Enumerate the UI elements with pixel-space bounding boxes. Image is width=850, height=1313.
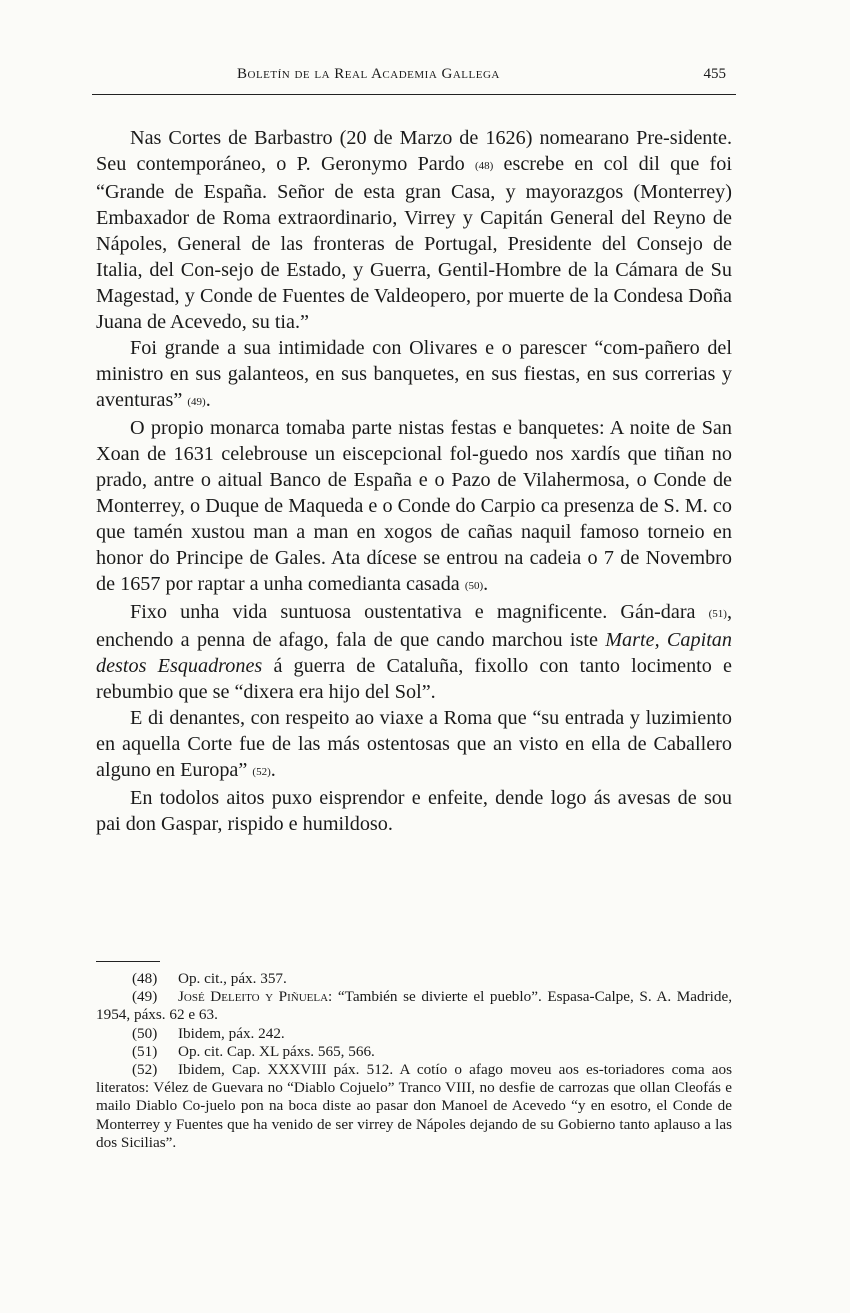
footnote-50 <box>96 1025 732 1043</box>
journal-title: Boletín de la Real Academia Gallega <box>237 66 500 82</box>
running-header <box>92 64 736 95</box>
paragraph-1-text: Nas Cortes de Barbastro (20 de Marzo de 1626) nomearano Pre-sidente. Seu contemporáneo, o P. Geronymo Pardo <box>96 127 732 175</box>
paragraph-1 <box>96 125 732 335</box>
footnote-ref-52: (52) <box>252 766 271 778</box>
footnote-label: (49) <box>132 988 158 1006</box>
footnote-48 <box>96 970 732 988</box>
footnote-text: Ibidem, páx. 242. <box>178 1024 285 1042</box>
paragraph-2-text-cont: . <box>205 389 211 411</box>
footnote-51 <box>96 1043 732 1061</box>
footnote-49 <box>96 988 732 1024</box>
footnotes <box>96 970 732 1152</box>
footnote-author: José Deleito y Piñuela: <box>178 988 333 1006</box>
paragraph-4-text: Fixo unha vida suntuosa oustentativa e magnificente. Gán-dara <box>130 601 709 623</box>
footnote-text: “También se divierte el pueblo”. Espasa-Calpe, S. A. Madride, 1954, páxs. 62 e 63. <box>96 988 732 1024</box>
paragraph-3 <box>96 415 732 599</box>
paragraph-4-text-end: á guerra de Cataluña, fixollo con tanto locimento e rebumbio que se “dixera era hijo del Sol”. <box>96 655 732 703</box>
paragraph-3-text: O propio monarca tomaba parte nistas festas e banquetes: A noite de San Xoan de 1631 celebrouse un eiscepcional fol-guedo nos xardís que tiñan no prado, antre o aitual Banco de España e o Pazo de Vilahermosa, o Conde de Monterrey, o Duque de Maqueda e o Conde do Carpio ca presenza de S. M. co que tamén xustou man a man en xogos de cañas naquil famoso torneio en honor do Principe de Gales. Ata dícese se entrou na cadeia o 7 de Novembro de 1657 por raptar a unha comedianta casada <box>96 417 732 595</box>
main-text <box>96 125 732 837</box>
footnote-text: Op. cit. Cap. XL páxs. 565, 566. <box>178 1042 375 1060</box>
footnote-label: (51) <box>132 1042 158 1060</box>
paragraph-5-text: E di denantes, con respeito ao viaxe a Roma que “su entrada y luzimiento en aquella Corte fue de las más ostentosas que an visto en ella de Caballero alguno en Europa” <box>96 707 732 781</box>
paragraph-5 <box>96 705 732 785</box>
footnote-ref-51: (51) <box>708 608 727 620</box>
footnote-label: (52) <box>132 1061 158 1079</box>
footnote-separator <box>96 961 160 962</box>
paragraph-2-text: Foi grande a sua intimidade con Olivares e o parescer “com-pañero del ministro en sus galanteos, en sus banquetes, en sus fiestas, en sus correrias y aventuras” <box>96 337 732 411</box>
paragraph-4 <box>96 599 732 705</box>
footnote-label: (48) <box>132 970 158 987</box>
paragraph-2 <box>96 335 732 415</box>
footnote-52 <box>96 1061 732 1152</box>
footnote-text: Op. cit., páx. 357. <box>178 970 287 987</box>
paragraph-3-text-cont: . <box>483 573 489 595</box>
footnote-text: Ibidem, Cap. XXXVIII páx. 512. A cotío o afago moveu aos es-toriadores coma aos literatos: Vélez de Guevara no “Diablo Cojuelo” Tranco VIII, no desfie de carrozas que ollan Cleofás e mailo Diablo Co-juelo pon na boca diste ao pasar don Manoel de Acevedo “y en esotro, el Conde de Monterrey y Fuentes que ha venido de ser virrey de Nápoles dejando de su Gobierno tanto aplauso a las dos Sicilias”. <box>96 1061 732 1151</box>
paragraph-6: En todolos aitos puxo eisprendor e enfeite, dende logo ás avesas de sou pai don Gaspar, rispido e humildoso. <box>96 787 732 835</box>
paragraph-5-text-cont: . <box>270 759 276 781</box>
footnote-ref-50: (50) <box>464 580 484 592</box>
paragraph-4-italic-quote: Marte, Capitan destos Esquadrones <box>96 629 732 677</box>
paragraph-1-text-cont: escrebe en col dil que foi “Grande de España. Señor de esta gran Casa, y mayorazgos (Monterrey) Embaxador de Roma extraordinario, Virrey y Capitán General del Reyno de Nápoles, General de las fronteras de Portugal, Presidente del Consejo de Italia, del Con-sejo de Estado, y Guerra, Gentil-Hombre de la Cámara de Su Magestad, y Conde de Fuentes de Valdeopero, por muerte de la Condesa Doña Juana de Acevedo, su tia.” <box>96 153 732 333</box>
paragraph-4-text-cont: , enchendo a penna de afago, fala de que cando marchou iste <box>96 601 732 651</box>
page-number: 455 <box>703 66 726 82</box>
footnote-ref-49: (49) <box>187 396 206 408</box>
footnote-label: (50) <box>132 1024 158 1042</box>
footnote-ref-48: (48) <box>474 160 494 172</box>
